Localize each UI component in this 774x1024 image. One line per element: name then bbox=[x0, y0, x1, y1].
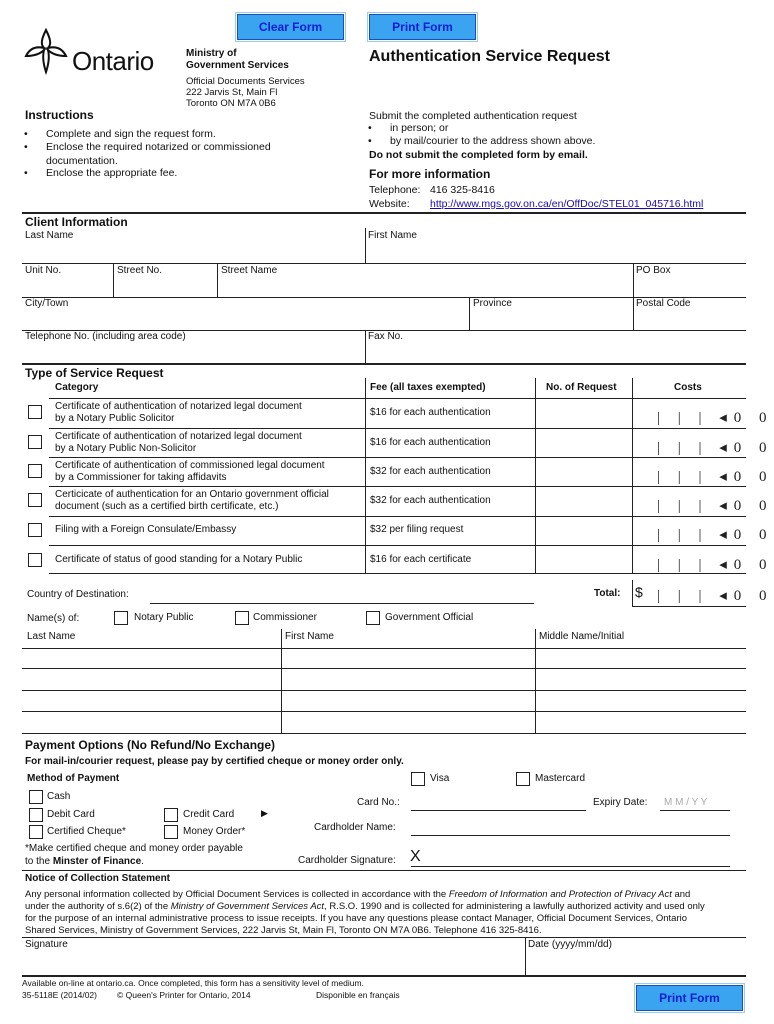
mastercard-checkbox[interactable] bbox=[516, 772, 530, 786]
service-category: Certicicate of authentication for an Ontario government official bbox=[55, 489, 329, 500]
names-middle-header: Middle Name/Initial bbox=[539, 631, 625, 642]
divider bbox=[113, 263, 114, 297]
money-order-checkbox[interactable] bbox=[164, 825, 178, 839]
divider bbox=[535, 629, 536, 733]
payment-heading: Payment Options (No Refund/No Exchange) bbox=[25, 738, 276, 752]
act-title: Ministry of Government Services Act bbox=[170, 901, 325, 912]
notice-text-line1 bbox=[25, 889, 690, 900]
divider bbox=[49, 486, 746, 487]
form-number: 35-5118E (2014/02) bbox=[22, 990, 97, 1000]
service-category: by a Notary Public Solicitor bbox=[55, 413, 175, 424]
divider bbox=[22, 263, 746, 264]
expiry-label: Expiry Date: bbox=[593, 797, 648, 808]
address-line2: 222 Jarvis St, Main Fl bbox=[186, 87, 278, 98]
credit-card-label: Credit Card bbox=[183, 809, 235, 820]
card-no-label: Card No.: bbox=[357, 797, 400, 808]
divider bbox=[49, 516, 746, 517]
address-line1: Official Documents Services bbox=[186, 76, 305, 87]
notary-public-checkbox[interactable] bbox=[114, 611, 128, 625]
table-row[interactable] bbox=[22, 668, 746, 669]
email-warning: Do not submit the completed form by email. bbox=[369, 149, 588, 161]
service-category: Filing with a Foreign Consulate/Embassy bbox=[55, 524, 237, 535]
commissioner-label: Commissioner bbox=[253, 612, 317, 623]
cash-label: Cash bbox=[47, 791, 71, 802]
divider bbox=[22, 937, 746, 938]
ministry-line1: Ministry of bbox=[186, 48, 237, 59]
more-info-heading: For more information bbox=[369, 167, 491, 181]
government-official-checkbox[interactable] bbox=[366, 611, 380, 625]
divider bbox=[365, 330, 366, 363]
instruction-item: • Enclose the required notarized or commissioned bbox=[22, 141, 342, 154]
certified-cheque-checkbox[interactable] bbox=[29, 825, 43, 839]
street-no-label: Street No. bbox=[117, 265, 163, 276]
clear-form-button[interactable]: Clear Form bbox=[237, 14, 344, 40]
cardholder-signature-input[interactable] bbox=[411, 866, 730, 867]
province-label: Province bbox=[473, 298, 512, 309]
service-checkbox[interactable] bbox=[28, 405, 42, 419]
last-name-label: Last Name bbox=[25, 230, 74, 241]
credit-card-checkbox[interactable] bbox=[164, 808, 178, 822]
fax-label: Fax No. bbox=[368, 331, 404, 342]
service-checkbox[interactable] bbox=[28, 523, 42, 537]
print-form-button[interactable]: Print Form bbox=[369, 14, 476, 40]
service-fee: $16 for each authentication bbox=[370, 407, 491, 418]
service-fee: $16 for each certificate bbox=[370, 554, 472, 565]
notice-text-line4: Shared Services, Ministry of Government Services, 222 Jarvis St, Main Fl, Toronto ON M7A 0B6. Telephone 416 325-8416. bbox=[25, 925, 542, 936]
telephone-field-label: Telephone No. (including area code) bbox=[25, 331, 186, 342]
cents: 0 0 bbox=[733, 410, 774, 426]
notice-text: , R.S.O. 1990 and is collected for administering a lawfully authorized activity and used only bbox=[324, 901, 705, 912]
instruction-item-cont: documentation. bbox=[46, 155, 118, 167]
service-heading: Type of Service Request bbox=[25, 366, 164, 380]
telephone-value: 416 325-8416 bbox=[430, 184, 495, 196]
notice-text-line3: for the purpose of an internal administrative process to issue receipts. If you have any questions please contact Manager, Official Document Services, Ontario bbox=[25, 913, 688, 924]
cardholder-name-label: Cardholder Name: bbox=[314, 822, 396, 833]
instructions-list-2 bbox=[22, 167, 342, 180]
arrow-right-icon: ▶ bbox=[261, 808, 268, 818]
divider bbox=[281, 629, 282, 733]
num-request-header: No. of Request bbox=[546, 382, 617, 393]
cents: 0 0 bbox=[733, 557, 774, 573]
mastercard-label: Mastercard bbox=[535, 773, 586, 784]
cents: 0 0 bbox=[733, 440, 774, 456]
total-underline bbox=[632, 606, 746, 607]
signature-label: Signature bbox=[25, 939, 68, 950]
divider bbox=[632, 378, 633, 573]
method-heading: Method of Payment bbox=[27, 773, 120, 784]
cents: 0 0 bbox=[733, 469, 774, 485]
telephone-label: Telephone: bbox=[369, 184, 421, 196]
cents: 0 0 bbox=[733, 527, 774, 543]
service-category: by a Commissioner for taking affidavits bbox=[55, 472, 227, 483]
service-fee: $32 for each authentication bbox=[370, 495, 491, 506]
names-of-label: Name(s) of: bbox=[27, 613, 80, 624]
print-form-bottom-button[interactable]: Print Form bbox=[636, 985, 743, 1011]
divider bbox=[633, 263, 634, 297]
country-label: Country of Destination: bbox=[27, 589, 129, 600]
unit-no-label: Unit No. bbox=[25, 265, 62, 276]
divider bbox=[49, 428, 746, 429]
divider bbox=[49, 398, 746, 399]
service-checkbox[interactable] bbox=[28, 553, 42, 567]
service-category: Certificate of status of good standing for a Notary Public bbox=[55, 554, 303, 565]
service-checkbox[interactable] bbox=[28, 493, 42, 507]
payment-footnote: *Make certified cheque and money order payable bbox=[25, 843, 243, 854]
cost-field[interactable]: | | | ◂0 0 bbox=[657, 527, 774, 543]
french-availability: Disponible en français bbox=[316, 990, 400, 1000]
notice-text-line2 bbox=[25, 901, 705, 912]
service-category: Certificate of authentication of notarized legal document bbox=[55, 401, 302, 412]
cost-field[interactable]: | | | ◂0 0 bbox=[657, 498, 774, 514]
street-name-label: Street Name bbox=[221, 265, 278, 276]
divider bbox=[469, 297, 470, 330]
instructions-list bbox=[22, 128, 342, 154]
divider bbox=[535, 378, 536, 573]
payment-note: For mail-in/courier request, please pay by certified cheque or money order only. bbox=[25, 756, 404, 767]
table-row[interactable] bbox=[22, 690, 746, 691]
divider bbox=[22, 363, 746, 365]
table-row[interactable] bbox=[22, 733, 746, 734]
notice-text: and bbox=[671, 889, 691, 900]
notice-text: under the authority of s.6(2) of the bbox=[25, 901, 171, 912]
instruction-item: • Enclose the appropriate fee. bbox=[22, 167, 342, 180]
government-official-label: Government Official bbox=[385, 612, 474, 623]
cost-field[interactable]: | | | ◂0 0 bbox=[657, 469, 774, 485]
notice-heading: Notice of Collection Statement bbox=[25, 873, 171, 884]
debit-card-checkbox[interactable] bbox=[29, 808, 43, 822]
service-category: Certificate of authentication of commissioned legal document bbox=[55, 460, 325, 471]
commissioner-checkbox[interactable] bbox=[235, 611, 249, 625]
total-label: Total: bbox=[594, 588, 621, 599]
cents: 0 0 bbox=[733, 588, 774, 604]
submit-options bbox=[366, 122, 736, 148]
service-checkbox[interactable] bbox=[28, 464, 42, 478]
submit-line: Submit the completed authentication request bbox=[369, 110, 577, 122]
dollar-sign: $ bbox=[635, 584, 643, 600]
service-fee: $32 per filing request bbox=[370, 524, 464, 535]
costs-header: Costs bbox=[674, 382, 702, 393]
cardholder-name-input[interactable] bbox=[411, 835, 730, 836]
expiry-underline bbox=[660, 810, 730, 811]
expiry-input[interactable]: M M / Y Y bbox=[664, 797, 708, 808]
divider bbox=[22, 975, 746, 977]
divider bbox=[22, 870, 746, 871]
card-no-input[interactable] bbox=[411, 810, 586, 811]
notice-text: Any personal information collected by Official Document Services is collected in accordance with the bbox=[25, 889, 449, 900]
money-order-label: Money Order* bbox=[183, 826, 246, 837]
instruction-item: • Complete and sign the request form. bbox=[22, 128, 342, 141]
ontario-wordmark: Ontario bbox=[72, 46, 154, 76]
date-label: Date (yyyy/mm/dd) bbox=[528, 939, 612, 950]
divider bbox=[49, 545, 746, 546]
total-field[interactable]: | | | ◂0 0 bbox=[657, 588, 774, 604]
footnote-prefix: to the bbox=[25, 856, 53, 867]
divider bbox=[217, 263, 218, 297]
cents: 0 0 bbox=[733, 498, 774, 514]
divider bbox=[22, 212, 746, 214]
notary-public-label: Notary Public bbox=[134, 612, 194, 623]
form-title: Authentication Service Request bbox=[369, 48, 610, 65]
act-title: Freedom of Information and Protection of Privacy Act bbox=[448, 889, 672, 900]
instructions-heading: Instructions bbox=[25, 108, 94, 122]
table-row[interactable] bbox=[22, 711, 746, 712]
cost-field[interactable]: | | | ◂0 0 bbox=[657, 557, 774, 573]
po-box-label: PO Box bbox=[636, 265, 671, 276]
copyright: © Queen's Printer for Ontario, 2014 bbox=[117, 990, 251, 1000]
website-link[interactable]: http://www.mgs.gov.on.ca/en/OffDoc/STEL01_045716.html bbox=[430, 198, 704, 210]
names-last-header: Last Name bbox=[27, 631, 76, 642]
debit-card-label: Debit Card bbox=[47, 809, 95, 820]
visa-checkbox[interactable] bbox=[411, 772, 425, 786]
cost-field[interactable]: | | | ◂0 0 bbox=[657, 410, 774, 426]
footer-availability: Available on-line at ontario.ca. Once completed, this form has a sensitivity level of medium. bbox=[22, 978, 364, 988]
service-checkbox[interactable] bbox=[28, 435, 42, 449]
city-label: City/Town bbox=[25, 298, 69, 309]
postal-code-label: Postal Code bbox=[636, 298, 691, 309]
service-category: by a Notary Public Non-Solicitor bbox=[55, 443, 197, 454]
submit-option: • in person; or bbox=[366, 122, 736, 135]
cash-checkbox[interactable] bbox=[29, 790, 43, 804]
divider bbox=[49, 457, 746, 458]
divider bbox=[365, 228, 366, 263]
client-info-heading: Client Information bbox=[25, 215, 128, 229]
service-fee: $32 for each authentication bbox=[370, 466, 491, 477]
service-category: Certificate of authentication of notarized legal document bbox=[55, 431, 302, 442]
fee-header: Fee (all taxes exempted) bbox=[370, 382, 486, 393]
ontario-trillium-logo bbox=[22, 26, 70, 74]
service-fee: $16 for each authentication bbox=[370, 437, 491, 448]
cardholder-signature-label: Cardholder Signature: bbox=[298, 855, 396, 866]
service-category: document (such as a certified birth certificate, etc.) bbox=[55, 501, 279, 512]
divider bbox=[632, 580, 633, 606]
payment-footnote-2 bbox=[25, 856, 144, 867]
payee: Minster of Finance bbox=[52, 856, 142, 867]
footnote-suffix: . bbox=[141, 856, 144, 867]
website-label: Website: bbox=[369, 198, 410, 210]
visa-label: Visa bbox=[430, 773, 450, 784]
address-line3: Toronto ON M7A 0B6 bbox=[186, 98, 276, 109]
cost-field[interactable]: | | | ◂0 0 bbox=[657, 440, 774, 456]
divider bbox=[49, 573, 746, 574]
divider bbox=[525, 937, 526, 975]
table-row[interactable] bbox=[22, 648, 746, 649]
divider bbox=[633, 297, 634, 330]
signature-x-mark: X bbox=[410, 848, 421, 865]
category-header: Category bbox=[55, 382, 99, 393]
divider bbox=[365, 378, 366, 573]
certified-cheque-label: Certified Cheque* bbox=[47, 826, 126, 837]
submit-option: • by mail/courier to the address shown above. bbox=[366, 135, 736, 148]
country-input[interactable] bbox=[150, 603, 534, 604]
ministry-line2: Government Services bbox=[186, 60, 289, 71]
names-first-header: First Name bbox=[285, 631, 334, 642]
first-name-label: First Name bbox=[368, 230, 417, 241]
